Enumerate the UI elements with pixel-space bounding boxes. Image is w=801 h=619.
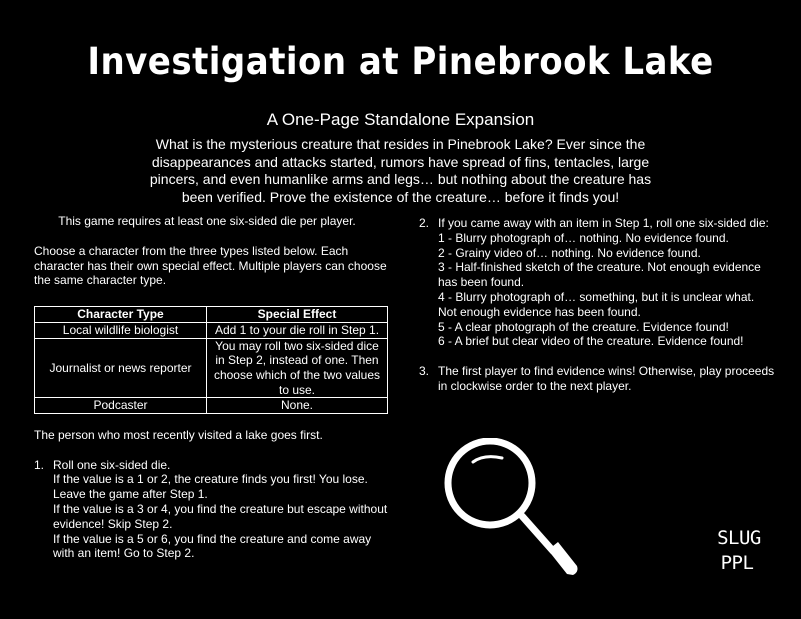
step-line: 4 - Blurry photograph of… something, but it is unclear what. Not enough evidence has been found. <box>438 289 755 319</box>
step-number: 2. <box>419 216 430 230</box>
step-line: If you came away with an item in Step 1, roll one six-sided die: <box>438 216 769 230</box>
header-special-effect: Special Effect <box>207 307 388 323</box>
steps-list-right <box>419 216 775 394</box>
character-type-cell: Journalist or news reporter <box>35 338 207 397</box>
step-line: 3 - Half-finished sketch of the creature. Not enough evidence has been found. <box>438 260 761 290</box>
step-line: If the value is a 1 or 2, the creature finds you first! You lose. Leave the game after Step 1. <box>53 472 368 502</box>
table-header-row <box>35 307 388 323</box>
step-line: The first player to find evidence wins! Otherwise, play proceeds in clockwise order to the next player. <box>438 364 775 393</box>
special-effect-cell: You may roll two six-sided dice in Step 2, instead of one. Then choose which of the two values to use. <box>207 338 388 397</box>
step-number: 1. <box>34 457 45 472</box>
choose-character-text: Choose a character from the three types listed below. Each character has their own special effect. Multiple players can choose the same character type. <box>34 243 387 288</box>
step-line: 2 - Grainy video of… nothing. No evidence found. <box>438 245 701 260</box>
left-column <box>34 214 390 561</box>
right-column <box>419 216 775 394</box>
intro-paragraph: What is the mysterious creature that resides in Pinebrook Lake? Ever since the disappearances and attacks started, rumors have spread of fins, tentacles, large pincers, and even humanlike arms and legs… but nothing about the creature has been verified. Prove the existence of the creature… before it finds you! <box>149 136 652 205</box>
step-line: If the value is a 3 or 4, you find the creature but escape without evidence! Skip Step 2. <box>53 501 388 531</box>
step-3 <box>419 364 775 394</box>
logo-line-1: SLUG <box>717 527 761 549</box>
character-type-cell: Local wildlife biologist <box>35 323 207 339</box>
table-row <box>35 338 388 397</box>
page-subtitle: A One-Page Standalone Expansion <box>266 110 535 129</box>
step-line: 1 - Blurry photograph of… nothing. No evidence found. <box>438 230 729 245</box>
special-effect-cell: None. <box>207 398 388 414</box>
step-line: Roll one six-sided die. <box>53 457 171 472</box>
special-effect-cell: Add 1 to your die roll in Step 1. <box>207 323 388 339</box>
step-line: 5 - A clear photograph of the creature. Evidence found! <box>438 319 729 334</box>
table-row <box>35 398 388 414</box>
table-row <box>35 323 388 339</box>
step-2 <box>419 216 775 349</box>
slug-ppl-logo <box>708 524 770 576</box>
header-character-type: Character Type <box>35 307 207 323</box>
logo-line-2: PPL <box>720 552 754 574</box>
first-player-text: The person who most recently visited a lake goes first. <box>34 427 323 442</box>
step-line: If the value is a 5 or 6, you find the creature and come away with an item! Go to Step 2. <box>53 531 372 561</box>
step-1 <box>34 458 390 562</box>
step-line: 6 - A brief but clear video of the creature. Evidence found! <box>438 334 744 349</box>
step-number: 3. <box>419 364 430 379</box>
requirement-text: This game requires at least one six-sided die per player. <box>58 214 356 228</box>
magnifying-glass-icon <box>440 438 590 578</box>
character-table <box>34 306 388 414</box>
page-title: Investigation at Pinebrook Lake <box>87 40 714 83</box>
character-type-cell: Podcaster <box>35 398 207 414</box>
steps-list-left <box>34 458 390 562</box>
